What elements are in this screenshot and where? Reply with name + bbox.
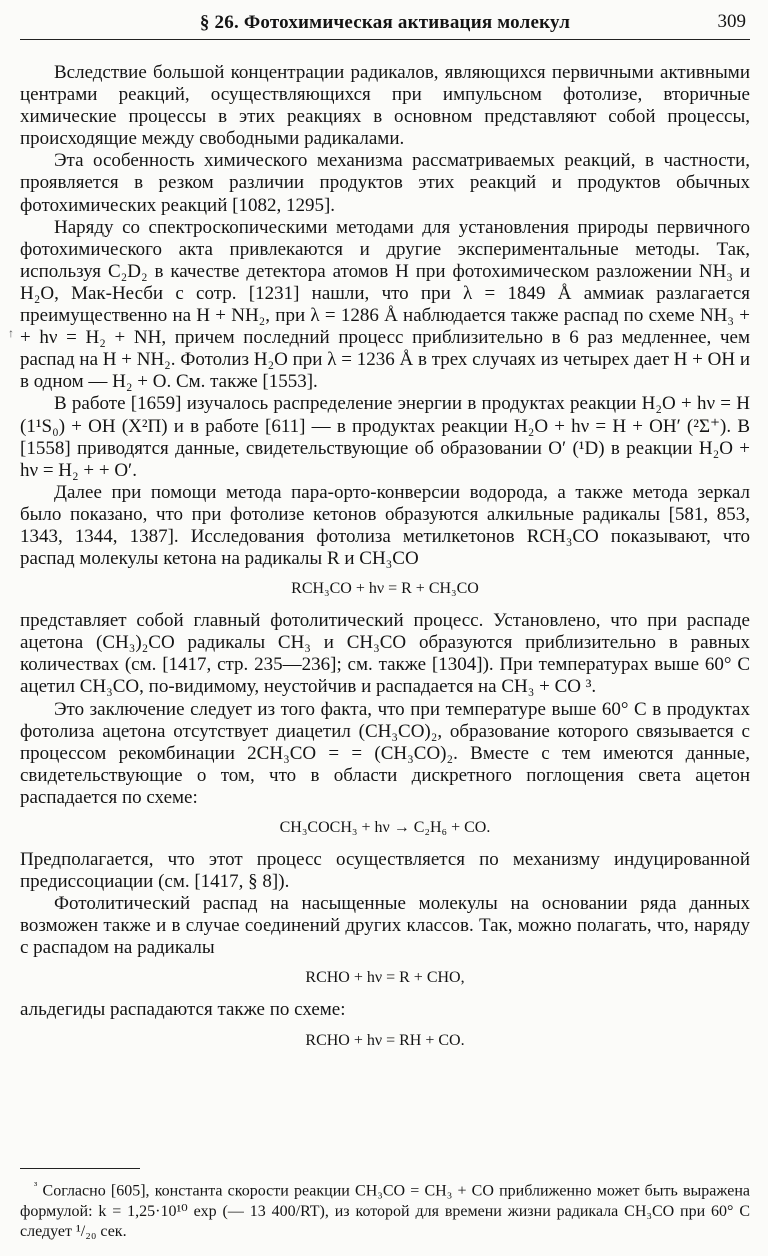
paragraph: Вследствие большой концентрации радикалов, являющихся первичными активными центрами реакций, осуществляющихся при импульсном фотолизе, вторичные химические процессы в этих реакциях в основном представляют собой процессы, происходящие между свободными радикалами.	[20, 62, 750, 150]
equation: CH₃COCH₃ + hν → C₂H₆ + CO.	[279, 819, 491, 836]
equation: RCHO + hν = R + CHO,	[305, 969, 465, 987]
equation: RCHO + hν = RH + CO.	[305, 1031, 465, 1049]
equation: RCH₃CO + hν = R + CH₃CO	[291, 580, 479, 598]
paragraph: Наряду со спектроскопическими методами для установления природы первичного фотохимического акта привлекаются и другие экспериментальные методы. Так, используя C₂D₂ в качестве детектора атомов H при фотохимическом разложении NH₃ и H₂O, Мак-Несби с сотр. [1231] нашли, что при λ = 1849 Å аммиак разлагается преимущественно на H + NH₂, при λ = 1286 Å наблюдается также распад по схеме NH₃ + + hν = H₂ + NH, причем последний процесс приблизительно в 6 раз медленнее, чем распад на H + NH₂. Фотолиз H₂O при λ = 1236 Å в трех случаях из четырех дает H + OH и в одном — H₂ + O. См. также [1553].	[20, 216, 750, 393]
paragraph: В работе [1659] изучалось распределение энергии в продуктах реакции H₂O + hν = H (1¹S₀) + OH (X²Π) и в работе [611] — в продуктах реакции H₂O + hν = H + OH′ (²Σ⁺). В [1558] приводятся данные, свидетельствующие об образовании O′ (¹D) в реакции H₂O + hν = H₂ + + O′.	[20, 393, 750, 481]
running-header	[20, 9, 750, 40]
paragraph: Предполагается, что этот процесс осуществляется по механизму индуцированной предиссоциации (см. [1417, § 8]).	[20, 849, 750, 893]
page-number: 309	[717, 11, 746, 32]
body-text	[20, 62, 750, 1062]
footnote-text: Согласно [605], константа скорости реакции CH₃CO = CH₃ + CO приближенно может быть выражена формулой: k = 1,25·10¹⁰ exp (— 13 400/RT), из которой для времени жизни радикала CH₃CO при 60° C следует ¹/₂₀ сек.	[20, 1182, 751, 1241]
margin-mark: ↑	[8, 326, 14, 340]
footnote-marker: ³	[34, 1180, 38, 1192]
header-title: § 26. Фотохимическая активация молекул	[199, 12, 571, 33]
footnote	[20, 1176, 750, 1243]
paragraph: альдегиды распадаются также по схеме:	[20, 999, 346, 1021]
paragraph: Это заключение следует из того факта, что при температуре выше 60° C в продуктах фотолиза ацетона отсутствует диацетил (CH₃CO)₂, образование которого связывается с процессом рекомбинации 2CH₃CO = = (CH₃CO)₂. Вместе с тем имеются данные, свидетельствующие о том, что в области дискретного поглощения света ацетон распадается по схеме:	[20, 698, 750, 808]
paragraph: Далее при помощи метода пара-орто-конверсии водорода, а также метода зеркал было показано, что при фотолизе кетонов образуются алкильные радикалы [581, 853, 1343, 1344, 1387]. Исследования фотолиза метилкетонов RCH₃CO показывают, что распад молекулы кетона на радикалы R и CH₃CO	[20, 481, 750, 570]
paragraph: Фотолитический распад на насыщенные молекулы на основании ряда данных возможен также и в случае соединений других классов. Так, можно полагать, что, наряду с распадом на радикалы	[20, 893, 750, 959]
paragraph: представляет собой главный фотолитический процесс. Установлено, что при распаде ацетона (CH₃)₂CO радикалы CH₃ и CH₃CO образуются приблизительно в равных количествах (см. [1417, стр. 235—236]; см. также [1304]). При температурах выше 60° C ацетил CH₃CO, по-видимому, неустойчив и распадается на CH₃ + CO ³.	[20, 610, 750, 698]
paragraph: Эта особенность химического механизма рассматриваемых реакций, в частности, проявляется в резком различии продуктов этих реакций и продуктов обычных фотохимических реакций [1082, 1295].	[20, 150, 750, 216]
footnote-divider	[20, 1168, 140, 1169]
